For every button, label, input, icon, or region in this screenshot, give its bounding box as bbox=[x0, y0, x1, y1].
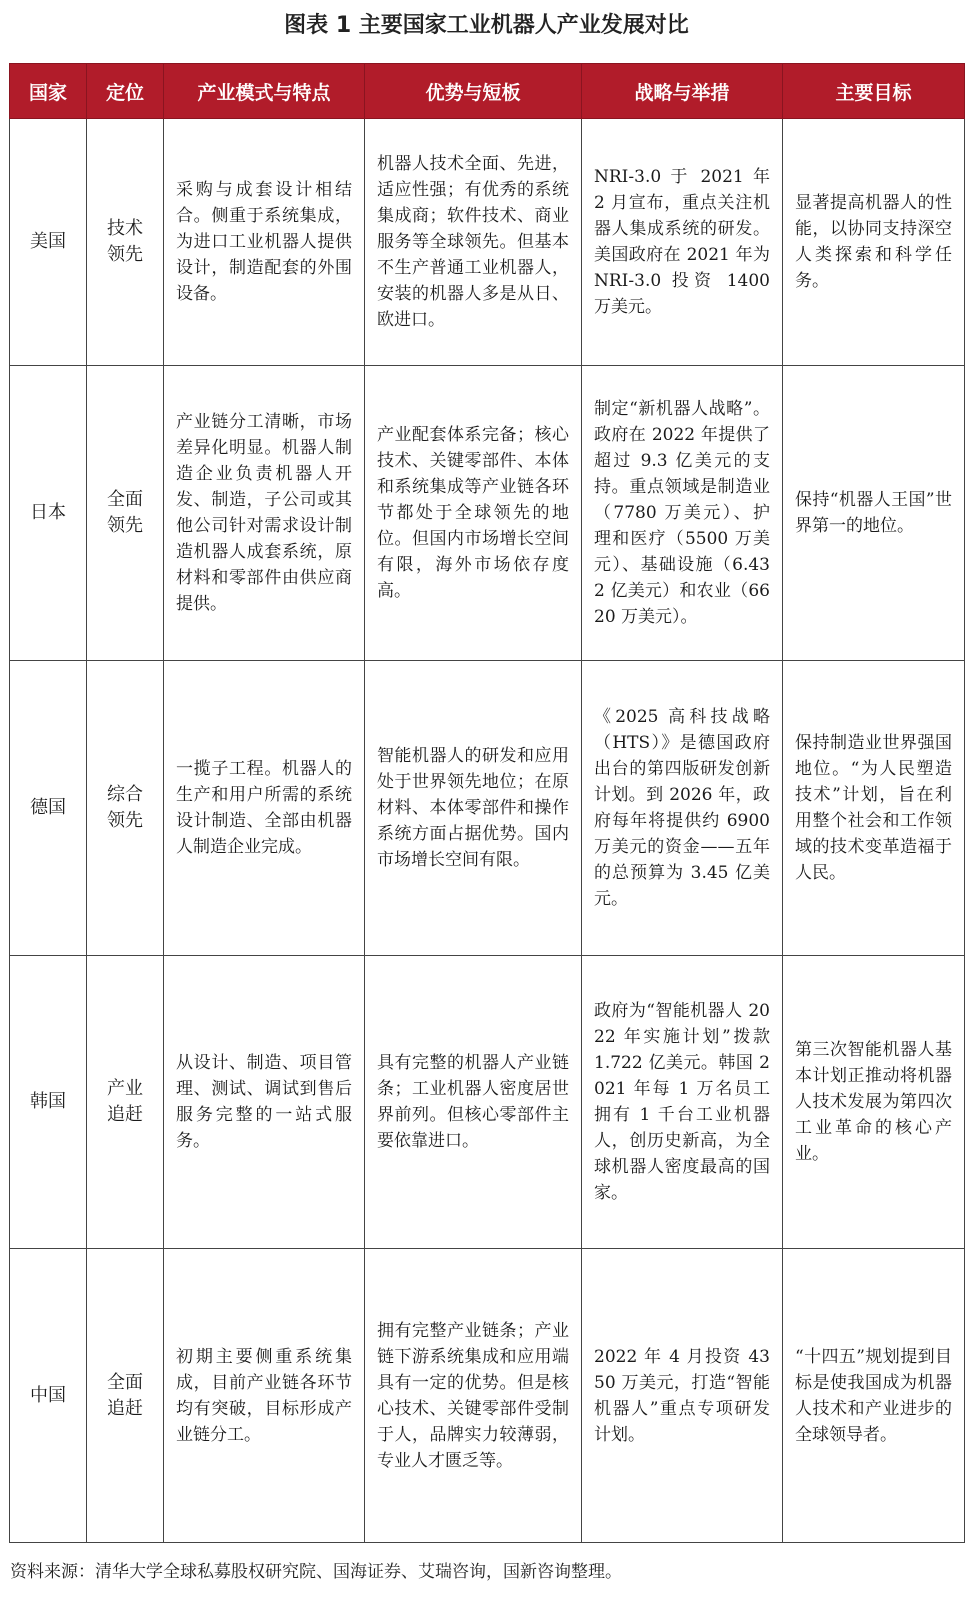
country-cell: 韩国 bbox=[10, 956, 87, 1249]
position-cell: 全面领先 bbox=[87, 366, 164, 661]
table-header-row bbox=[10, 64, 965, 119]
header-strategy-measures: 战略与举措 bbox=[582, 64, 783, 119]
strategy-cell: 制定“新机器人战略”。政府在 2022 年提供了超过 9.3 亿美元的支持。重点领域是制造业（7780 万美元）、护理和医疗（5500 万美元）、基础设施（6.432 亿美元）和农业（6620 万美元）。 bbox=[582, 366, 783, 661]
table-row bbox=[10, 956, 965, 1249]
strengths-cell: 机器人技术全面、先进，适应性强；有优秀的系统集成商；软件技术、商业服务等全球领先。但基本不生产普通工业机器人，安装的机器人多是从日、欧进口。 bbox=[365, 119, 582, 366]
position-cell: 全面追赶 bbox=[87, 1249, 164, 1543]
country-cell: 日本 bbox=[10, 366, 87, 661]
position-cell: 技术领先 bbox=[87, 119, 164, 366]
strategy-cell: 《2025 高科技战略（HTS）》是德国政府出台的第四版研发创新计划。到 2026 年，政府每年将提供约 6900 万美元的资金——五年的总预算为 3.45 亿美元。 bbox=[582, 661, 783, 956]
position-cell: 综合领先 bbox=[87, 661, 164, 956]
strategy-cell: NRI-3.0 于 2021 年 2 月宣布，重点关注机器人集成系统的研发。美国政府在 2021 年为 NRI-3.0 投资 1400 万美元。 bbox=[582, 119, 783, 366]
source-note: 资料来源：清华大学全球私募股权研究院、国海证券、艾瑞咨询，国新咨询整理。 bbox=[10, 1562, 622, 1582]
header-main-goal: 主要目标 bbox=[783, 64, 965, 119]
model-cell: 从设计、制造、项目管理、测试、调试到售后服务完整的一站式服务。 bbox=[164, 956, 365, 1249]
country-cell: 中国 bbox=[10, 1249, 87, 1543]
goal-cell: 保持制造业世界强国地位。“为人民塑造技术”计划，旨在利用整个社会和工作领域的技术变革造福于人民。 bbox=[783, 661, 965, 956]
strategy-cell: 政府为“智能机器人 2022 年实施计划”拨款 1.722 亿美元。韩国 2021 年每 1 万名员工拥有 1 千台工业机器人，创历史新高，为全球机器人密度最高的国家。 bbox=[582, 956, 783, 1249]
table-row bbox=[10, 366, 965, 661]
table-row bbox=[10, 1249, 965, 1543]
header-strengths-weaknesses: 优势与短板 bbox=[365, 64, 582, 119]
country-cell: 德国 bbox=[10, 661, 87, 956]
country-cell: 美国 bbox=[10, 119, 87, 366]
table-row bbox=[10, 119, 965, 366]
goal-cell: 保持“机器人王国”世界第一的地位。 bbox=[783, 366, 965, 661]
model-cell: 采购与成套设计相结合。侧重于系统集成，为进口工业机器人提供设计，制造配套的外围设备。 bbox=[164, 119, 365, 366]
figure-title: 图表 1 主要国家工业机器人产业发展对比 bbox=[284, 13, 689, 38]
strategy-cell: 2022 年 4 月投资 4350 万美元，打造“智能机器人”重点专项研发计划。 bbox=[582, 1249, 783, 1543]
strengths-cell: 智能机器人的研发和应用处于世界领先地位；在原材料、本体零部件和操作系统方面占据优势。国内市场增长空间有限。 bbox=[365, 661, 582, 956]
position-cell: 产业追赶 bbox=[87, 956, 164, 1249]
table-row bbox=[10, 661, 965, 956]
strengths-cell: 拥有完整产业链条；产业链下游系统集成和应用端具有一定的优势。但是核心技术、关键零部件受制于人，品牌实力较薄弱，专业人才匮乏等。 bbox=[365, 1249, 582, 1543]
model-cell: 初期主要侧重系统集成，目前产业链各环节均有突破，目标形成产业链分工。 bbox=[164, 1249, 365, 1543]
strengths-cell: 具有完整的机器人产业链条；工业机器人密度居世界前列。但核心零部件主要依靠进口。 bbox=[365, 956, 582, 1249]
comparison-table bbox=[9, 63, 965, 1543]
goal-cell: 第三次智能机器人基本计划正推动将机器人技术发展为第四次工业革命的核心产业。 bbox=[783, 956, 965, 1249]
model-cell: 产业链分工清晰，市场差异化明显。机器人制造企业负责机器人开发、制造，子公司或其他公司针对需求设计制造机器人成套系统，原材料和零部件由供应商提供。 bbox=[164, 366, 365, 661]
header-position: 定位 bbox=[87, 64, 164, 119]
goal-cell: “十四五”规划提到目标是使我国成为机器人技术和产业进步的全球领导者。 bbox=[783, 1249, 965, 1543]
header-country: 国家 bbox=[10, 64, 87, 119]
model-cell: 一揽子工程。机器人的生产和用户所需的系统设计制造、全部由机器人制造企业完成。 bbox=[164, 661, 365, 956]
goal-cell: 显著提高机器人的性能，以协同支持深空人类探索和科学任务。 bbox=[783, 119, 965, 366]
header-industry-model: 产业模式与特点 bbox=[164, 64, 365, 119]
strengths-cell: 产业配套体系完备；核心技术、关键零部件、本体和系统集成等产业链各环节都处于全球领先的地位。但国内市场增长空间有限，海外市场依存度高。 bbox=[365, 366, 582, 661]
